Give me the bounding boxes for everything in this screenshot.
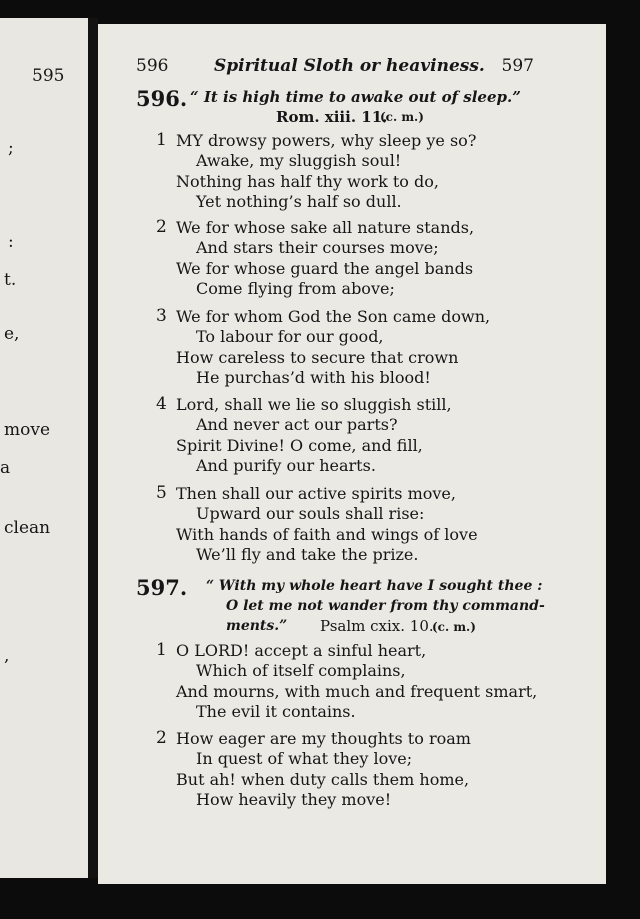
verse-line: And purify our hearts. <box>196 456 376 475</box>
meter-label: (c. m.) <box>432 620 476 634</box>
verse-line: Spirit Divine! O come, and fill, <box>176 436 423 455</box>
verse-number: 1 <box>156 640 167 660</box>
book-gutter <box>88 18 98 878</box>
verse-line: He purchas’d with his blood! <box>196 368 431 387</box>
hymnal-page <box>98 24 606 884</box>
left-page-fragment <box>0 18 96 878</box>
verse-number: 2 <box>156 217 167 237</box>
verse-line: Which of itself complains, <box>196 661 406 680</box>
verse-line: How eager are my thoughts to roam <box>176 729 471 748</box>
hymn-epigraph: ments.” <box>226 618 288 634</box>
verse-line: O LORD! accept a sinful heart, <box>176 641 427 660</box>
left-fragment: clean <box>4 518 51 538</box>
left-fragment: , <box>4 646 10 666</box>
verse-line: Upward our souls shall rise: <box>196 504 425 523</box>
meter-label: (c. m.) <box>380 110 424 124</box>
verse-line: We for whose guard the angel bands <box>176 259 474 278</box>
verse-line: Then shall our active spirits move, <box>176 484 456 503</box>
left-fragment: t. <box>4 270 17 290</box>
left-fragment: e, <box>4 324 20 344</box>
verse-line: MY drowsy powers, why sleep ye so? <box>176 131 477 150</box>
verse-line: And stars their courses move; <box>196 238 439 257</box>
running-title: Spiritual Sloth or heaviness. <box>214 56 485 76</box>
verse-line: And mourns, with much and frequent smart, <box>176 682 538 701</box>
running-header <box>98 56 606 80</box>
hymn-number: 596. <box>136 86 188 111</box>
verse-number: 5 <box>156 483 167 503</box>
verse-line: Yet nothing’s half so dull. <box>196 192 402 211</box>
left-fragment: a <box>0 458 11 478</box>
verse-number: 3 <box>156 306 167 326</box>
verse-line: Lord, shall we lie so sluggish still, <box>176 395 452 414</box>
verse-line: How careless to secure that crown <box>176 348 459 367</box>
left-page-number: 595 <box>32 66 65 86</box>
page-number-left: 596 <box>136 56 169 76</box>
verse-line: We for whose sake all nature stands, <box>176 218 475 237</box>
hymn-number: 597. <box>136 575 188 600</box>
verse-line: But ah! when duty calls them home, <box>176 770 470 789</box>
verse-line: We’ll fly and take the prize. <box>196 545 419 564</box>
left-fragment: ; <box>8 138 14 158</box>
verse-number: 1 <box>156 130 167 150</box>
left-fragment: move <box>4 420 51 440</box>
scripture-reference: Rom. xiii. 11. <box>276 108 388 126</box>
verse-line: To labour for our good, <box>196 327 384 346</box>
verse-line: And never act our parts? <box>196 415 398 434</box>
page-number-right: 597 <box>501 56 534 76</box>
hymn-epigraph: “ It is high time to awake out of sleep.” <box>190 88 521 106</box>
verse-line: Awake, my sluggish soul! <box>196 151 402 170</box>
verse-line: Nothing has half thy work to do, <box>176 172 439 191</box>
verse-line: With hands of faith and wings of love <box>176 525 478 544</box>
left-fragment: : <box>8 232 14 252</box>
hymn-epigraph: O let me not wander from thy command- <box>226 598 545 614</box>
verse-number: 4 <box>156 394 167 414</box>
verse-number: 2 <box>156 728 167 748</box>
verse-line: In quest of what they love; <box>196 749 413 768</box>
scripture-reference: Psalm cxix. 10. <box>320 617 434 635</box>
verse-line: The evil it contains. <box>196 702 356 721</box>
verse-line: How heavily they move! <box>196 790 392 809</box>
verse-line: We for whom God the Son came down, <box>176 307 491 326</box>
verse-line: Come flying from above; <box>196 279 395 298</box>
hymn-epigraph: “ With my whole heart have I sought thee : <box>206 578 543 594</box>
